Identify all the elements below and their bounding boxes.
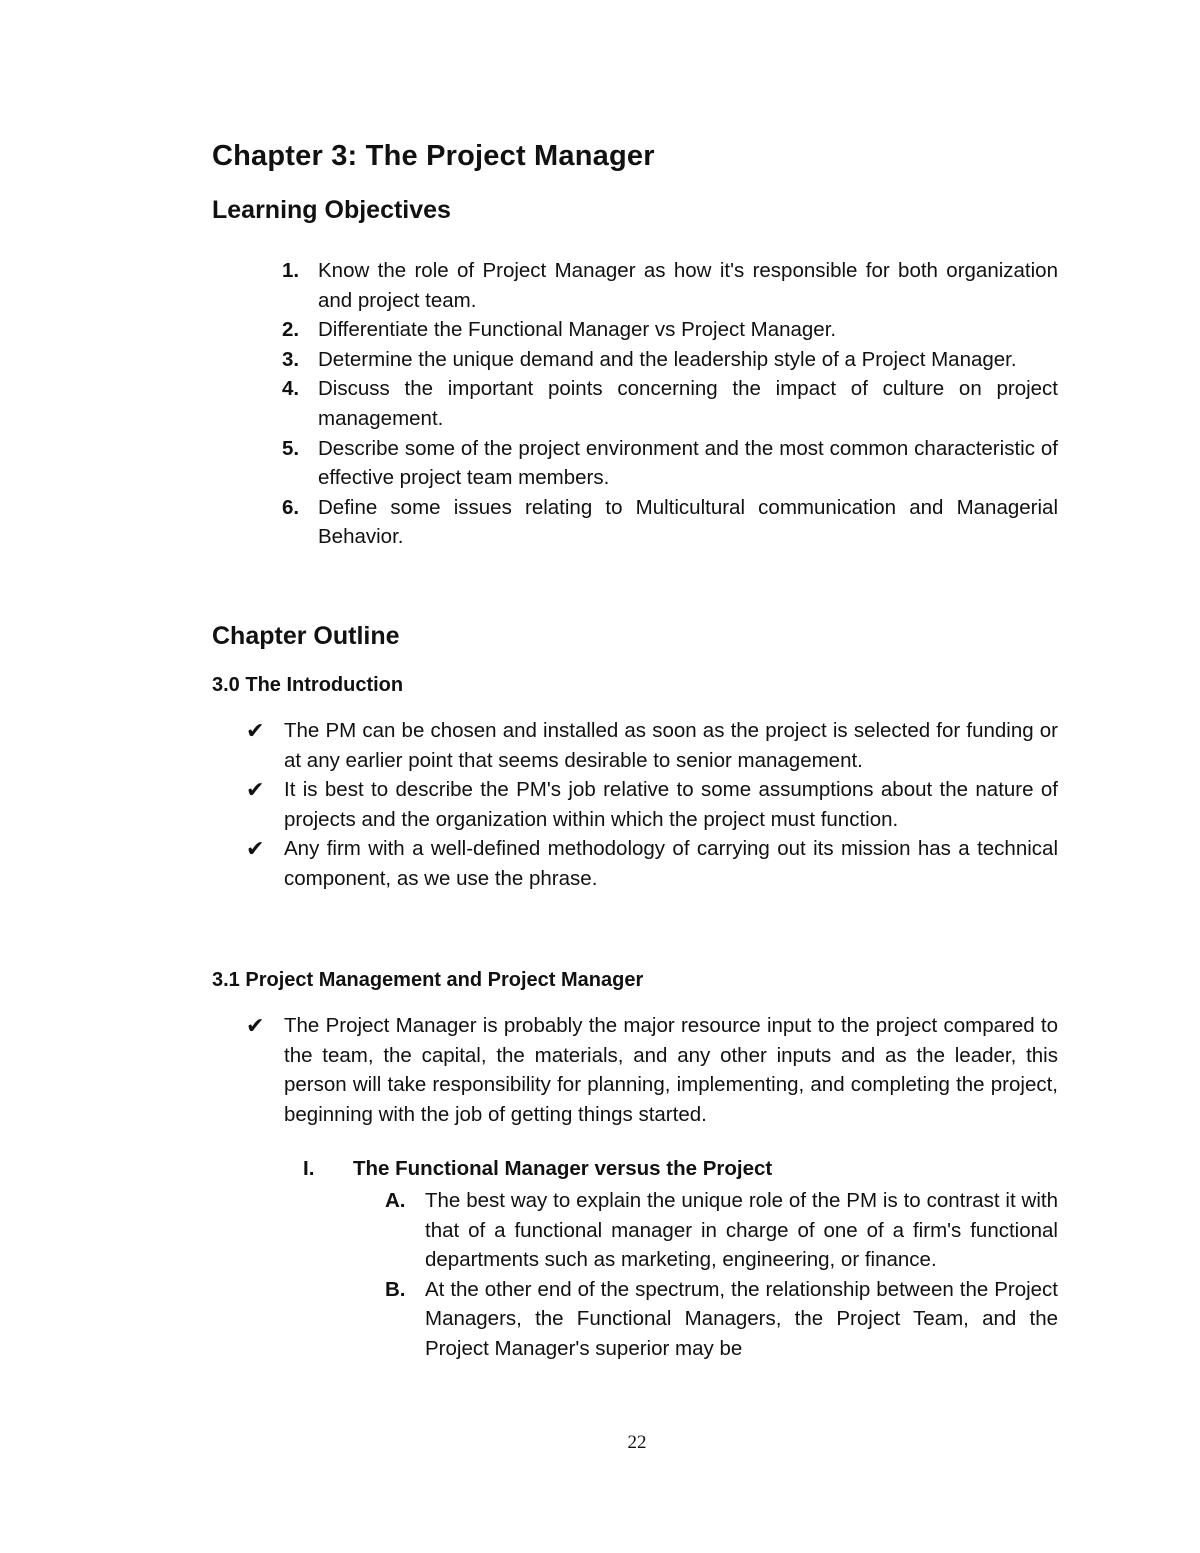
checkmark-icon: ✔ [246, 718, 265, 743]
chapter-outline-heading: Chapter Outline [212, 622, 400, 650]
roman-numeral: I. [303, 1157, 315, 1180]
learning-objectives-heading: Learning Objectives [212, 196, 451, 224]
objective-text: Determine the unique demand and the leadership style of a Project Manager. [318, 347, 1017, 371]
subsection-title: The Functional Manager versus the Project [353, 1157, 773, 1180]
subsection-heading [303, 1157, 773, 1181]
bullet-item [246, 1011, 1058, 1129]
objective-text: Know the role of Project Manager as how it's responsible for both organization and project team. [318, 259, 1058, 312]
section-3-0-bullets [246, 716, 1058, 894]
checkmark-icon: ✔ [246, 836, 265, 862]
checkmark-icon: ✔ [246, 777, 265, 803]
objective-item [282, 434, 1058, 493]
checkmark-icon: ✔ [246, 1013, 265, 1038]
list-number: 3. [282, 347, 300, 371]
subsection-items [385, 1186, 1058, 1364]
bullet-item [246, 716, 1058, 775]
bullet-item [246, 834, 1058, 893]
section-3-0-heading: 3.0 The Introduction [212, 674, 404, 696]
objectives-list [282, 256, 1058, 552]
list-number: 1. [282, 259, 300, 282]
objective-item [282, 374, 1058, 433]
item-letter: B. [385, 1277, 406, 1301]
bullet-text: Any firm with a well-defined methodology of carrying out its mission has a technical component, as we use the phrase. [284, 837, 1058, 890]
list-number: 5. [282, 436, 300, 460]
objective-text: Differentiate the Functional Manager vs Project Manager. [318, 318, 837, 342]
objective-text: Describe some of the project environment and the most common characteristic of effective project team members. [318, 436, 1058, 490]
objective-item [282, 345, 1058, 375]
bullet-item [246, 775, 1058, 834]
chapter-title: Chapter 3: The Project Manager [212, 140, 655, 172]
lettered-item [385, 1275, 1058, 1364]
lettered-item-text: The best way to explain the unique role of the PM is to contrast it with that of a functional manager in charge of one of a firm's functional departments such as marketing, engineering, or finance. [425, 1189, 1058, 1272]
list-number: 4. [282, 377, 300, 401]
section-3-1-heading: 3.1 Project Management and Project Manager [212, 969, 644, 991]
list-number: 2. [282, 318, 300, 342]
lettered-item-text: At the other end of the spectrum, the relationship between the Project Managers, the Functional Managers, the Project Team, and the Project Manager's superior may be [425, 1277, 1058, 1360]
item-letter: A. [385, 1189, 406, 1212]
list-number: 6. [282, 495, 300, 519]
objective-item [282, 315, 1058, 345]
bullet-text: The Project Manager is probably the major resource input to the project compared to the team, the capital, the materials, and any other inputs and as the leader, this person will take responsibility for planning, implementing, and completing the project, beginning with the job of getting things started. [284, 1014, 1058, 1126]
objective-item [282, 256, 1058, 315]
objective-text: Define some issues relating to Multicultural communication and Managerial Behavior. [318, 495, 1058, 549]
objective-item [282, 493, 1058, 552]
lettered-item [385, 1186, 1058, 1275]
bullet-text: The PM can be chosen and installed as soon as the project is selected for funding or at any earlier point that seems desirable to senior management. [284, 719, 1058, 772]
bullet-text: It is best to describe the PM's job relative to some assumptions about the nature of projects and the organization within which the project must function. [284, 778, 1058, 831]
section-3-1-bullets [246, 1011, 1058, 1129]
objective-text: Discuss the important points concerning the impact of culture on project management. [318, 377, 1058, 430]
page-number: 22 [627, 1432, 647, 1453]
